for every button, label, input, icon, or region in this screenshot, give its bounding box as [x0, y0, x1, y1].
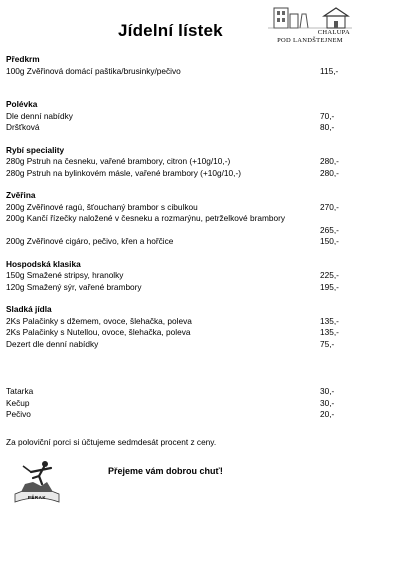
item-name: 150g Smažené stripsy, hranolky: [6, 270, 124, 280]
section-extras: [6, 386, 352, 421]
extra-item: [6, 386, 352, 398]
item-name: Dezert dle denní nabídky: [6, 338, 99, 349]
item-name: 200g Kančí řízečky naložené v česneku a rozmarýnu, petrželkové brambory: [6, 213, 286, 223]
item-name: Dle denní nabídky: [6, 110, 73, 121]
section-sladka: [6, 304, 352, 350]
menu-item: [6, 202, 352, 214]
item-name: 280g Pstruh na česneku, vařené brambory, citron (+10g/10,-): [6, 156, 231, 166]
menu-item: [6, 327, 352, 339]
item-price: 30,-: [320, 386, 335, 396]
menu-list: [6, 54, 352, 448]
section-title: Hospodská klasika: [6, 258, 81, 269]
item-name: 2Ks Palačinky s Nutellou, ovoce, šlehačka, poleva: [6, 327, 191, 337]
section-title: Sladká jídla: [6, 304, 52, 314]
chalupa-logo: [268, 6, 352, 46]
menu-item: [6, 66, 352, 78]
item-name: 2Ks Palačinky s džemem, ovoce, šlehačka, poleva: [6, 315, 192, 326]
section-ryby: [6, 145, 352, 180]
section-hospodska: [6, 259, 352, 294]
item-price: 280,-: [320, 167, 339, 178]
item-price: 270,-: [320, 201, 339, 212]
section-title: Rybí speciality: [6, 144, 65, 155]
extra-item: [6, 409, 352, 421]
section-predkrm: [6, 54, 352, 77]
item-price: 265,-: [320, 224, 339, 235]
menu-item: [6, 316, 352, 328]
item-name: 100g Zvěřinová domácí paštika/brusinky/pečivo: [6, 65, 181, 76]
section-title: Zvěřina: [6, 190, 36, 200]
item-name: Tatarka: [6, 386, 34, 396]
item-price: 195,-: [320, 281, 339, 292]
item-price: 30,-: [320, 397, 335, 408]
menu-item: [6, 282, 352, 294]
item-name: 200g Zvěřinové ragú, šťouchaný brambor s cibulkou: [6, 201, 198, 212]
item-price: 135,-: [320, 315, 339, 326]
menu-item: [6, 168, 352, 180]
castle-logo-icon: [268, 6, 352, 30]
item-name: 120g Smažený sýr, vařené brambory: [6, 281, 142, 292]
half-portion-note: Za poloviční porci si účtujeme sedmdesát procent z ceny.: [6, 436, 217, 447]
item-price: 70,-: [320, 110, 335, 121]
badge-label: PĚRAK: [27, 495, 47, 500]
item-name: Kečup: [6, 397, 30, 408]
menu-item: [6, 213, 352, 236]
logo-line-2: POD LANDŠTEJNEM: [277, 37, 343, 44]
item-name: Pečivo: [6, 409, 31, 419]
perak-badge: [11, 458, 63, 506]
section-polevka: [6, 99, 352, 134]
item-price: 115,-: [320, 65, 339, 76]
item-price: 75,-: [320, 338, 335, 349]
item-price: 225,-: [320, 270, 339, 280]
item-name: 280g Pstruh na bylinkovém másle, vařené brambory (+10g/10,-): [6, 167, 241, 178]
section-title: Polévka: [6, 99, 38, 109]
item-price: 80,-: [320, 122, 335, 132]
logo-line-1: CHALUPA: [317, 29, 350, 36]
menu-item: [6, 111, 352, 123]
section-zverina: [6, 190, 352, 248]
menu-title: Jídelní lístek: [118, 21, 223, 40]
menu-item: [6, 156, 352, 168]
item-name: 200g Zvěřinové cigáro, pečivo, křen a hořčice: [6, 236, 174, 246]
menu-item: [6, 270, 352, 282]
item-price: 20,-: [320, 409, 335, 419]
item-price: 280,-: [320, 156, 339, 166]
menu-item: [6, 122, 352, 134]
menu-item: [6, 339, 352, 351]
item-price: 150,-: [320, 236, 339, 246]
section-title: Předkrm: [6, 54, 40, 64]
extra-item: [6, 398, 352, 410]
menu-item: [6, 236, 352, 248]
closing-wish: Přejeme vám dobrou chuť!: [108, 466, 223, 476]
item-name: Dršťková: [6, 122, 40, 132]
item-price: 135,-: [320, 327, 339, 337]
